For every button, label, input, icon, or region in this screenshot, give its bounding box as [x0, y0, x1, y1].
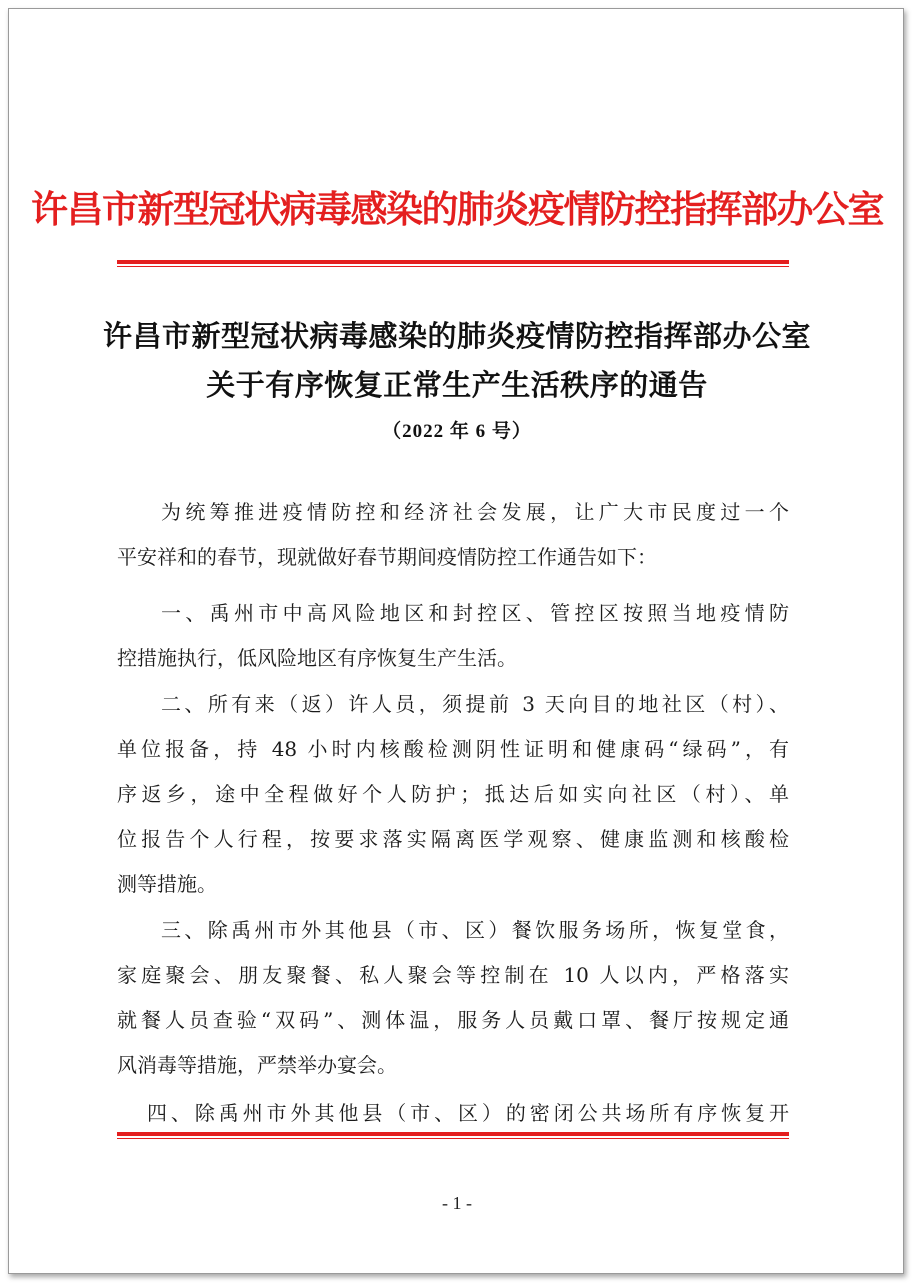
notice-title-line-1: 许昌市新型冠状病毒感染的肺炎疫情防控指挥部办公室 — [102, 319, 811, 353]
body-line: 就餐人员查验“双码”、测体温，服务人员戴口罩、餐厅按规定通 — [117, 1008, 789, 1032]
body-line: 为统筹推进疫情防控和经济社会发展，让广大市民度过一个 — [161, 500, 789, 524]
body-line: 位报告个人行程，按要求落实隔离医学观察、健康监测和核酸检 — [117, 827, 789, 851]
body-line: 单位报备，持 48 小时内核酸检测阴性证明和健康码“绿码”，有 — [117, 737, 789, 761]
page-number: - 1 - — [442, 1193, 472, 1213]
notice-title-line-2: 关于有序恢复正常生产生活秩序的通告 — [206, 368, 708, 402]
body-line: 风消毒等措施，严禁举办宴会。 — [117, 1053, 397, 1077]
body-line: 三、除禹州市外其他县（市、区）餐饮服务场所，恢复堂食， — [161, 918, 789, 942]
body-line: 一、禹州市中高风险地区和封控区、管控区按照当地疫情防 — [161, 601, 789, 625]
body-line: 二、所有来（返）许人员，须提前 3 天向目的地社区（村）、 — [161, 692, 789, 716]
footer-red-rule — [117, 1132, 789, 1139]
body-line: 测等措施。 — [117, 872, 217, 896]
body-line: 序返乡，途中全程做好个人防护；抵达后如实向社区（村）、单 — [117, 782, 789, 806]
document-page — [8, 8, 904, 1274]
body-line: 四、除禹州市外其他县（市、区）的密闭公共场所有序恢复开 — [147, 1101, 789, 1125]
body-line: 家庭聚会、朋友聚餐、私人聚会等控制在 10 人以内，严格落实 — [117, 963, 789, 987]
body-line: 平安祥和的春节，现就做好春节期间疫情防控工作通告如下： — [117, 545, 657, 569]
body-line: 控措施执行，低风险地区有序恢复生产生活。 — [117, 646, 517, 670]
document-number: （2022 年 6 号） — [382, 421, 532, 442]
issuing-agency-header: 许昌市新型冠状病毒感染的肺炎疫情防控指挥部办公室 — [31, 187, 883, 231]
header-red-rule — [117, 260, 789, 267]
